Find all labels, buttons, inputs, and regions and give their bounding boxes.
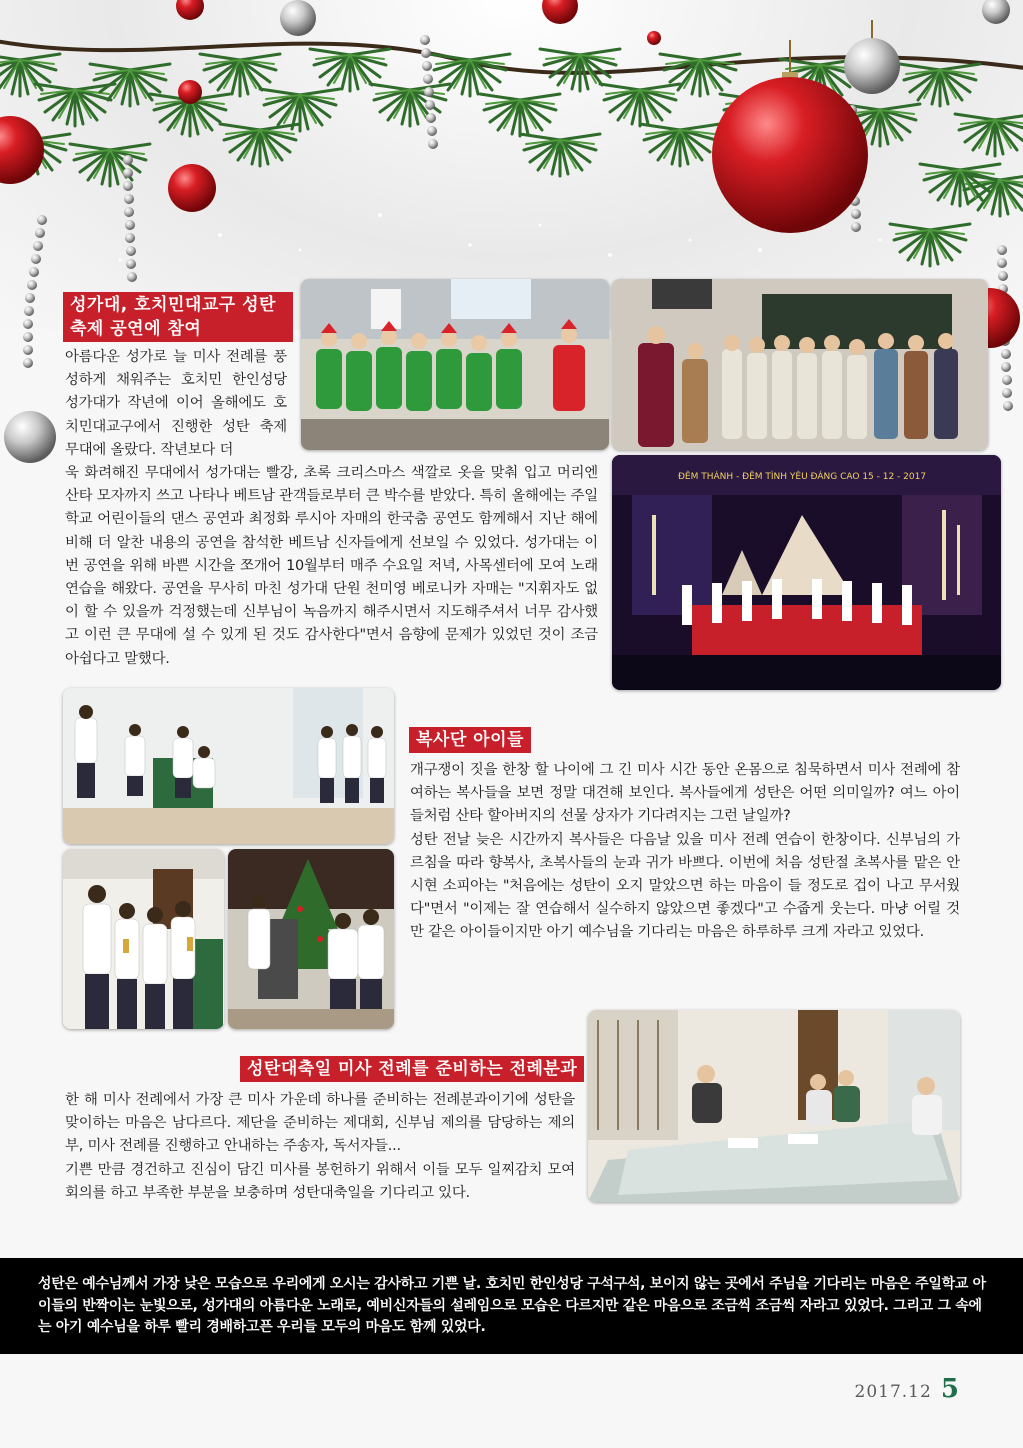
liturgy-heading: 성탄대축일 미사 전례를 준비하는 전례분과 [240, 1056, 584, 1082]
liturgy-paragraph-1: 한 해 미사 전례에서 가장 큰 미사 가운데 하나를 준비하는 전례분과이기에 성탄을 맞이하는 마음은 남다르다. 제단을 준비하는 제대회, 신부님 제의를 담당하는 제의부, 미사 전례를 진행하고 안내하는 주송자, 독서자들... [65, 1092, 575, 1155]
altar-servers-text [410, 759, 960, 945]
issue-date: 2017.12 [854, 1382, 932, 1402]
choir-paragraph-part-1: 아름다운 성가로 늘 미사 전례를 풍성하게 채워주는 호치민 한인성당 성가대가 작년에 이어 올해에도 호치민대교구에서 진행한 성탄 축제 무대에 올랐다. 작년보다 더 [65, 349, 287, 458]
liturgy-text [65, 1089, 575, 1205]
choir-section-heading [63, 292, 293, 342]
closing-message-text: 성탄은 예수님께서 가장 낮은 모습으로 우리에게 오시는 감사하고 기쁜 날. 호치민 한인성당 구석구석, 보이지 않는 곳에서 주님을 기다리는 마음은 주일학교 아이들의 반짝이는 눈빛으로, 성가대의 아름다운 노래로, 예비신자들의 설레임으로 모습은 다르지만 같은 마음으로 조금씩 조금씩 자라고 있었다. 그리고 그 속에는 아기 예수님을 하루 빨리 경배하고픈 우리들 모두의 마음도 함께 있었다. [38, 1276, 986, 1335]
page-folio [855, 1374, 960, 1404]
choir-text-wide [65, 462, 598, 671]
stage-performance-photo [612, 455, 1001, 690]
choir-group-photo [301, 279, 609, 450]
altar-servers-heading: 복사단 아이들 [409, 727, 531, 753]
altar-servers-christmas-tree-photo [228, 849, 394, 1029]
stage-banner-text: ĐÊM THÁNH - ĐÊM TÌNH YÊU ĐÁNG CAO 15 - 12 - 2017 [677, 472, 927, 482]
choir-text-narrow [65, 346, 287, 462]
liturgy-meeting-photo [588, 1010, 960, 1202]
choir-heading-line-2: 축제 공연에 참여 [70, 319, 202, 339]
page-number: 5 [940, 1374, 959, 1404]
altar-servers-paragraph-2: 성탄 전날 늦은 시간까지 복사들은 다음날 있을 미사 전례 연습이 한창이다. 신부님의 가르침을 따라 향복사, 초복사들의 눈과 귀가 바쁘다. 이번에 처음 성탄절 초복사를 맡은 안시현 소피아는 "처음에는 성탄이 오지 말았으면 하는 마음이 들 정도로 겁이 나고 무서웠다"면서 "이제는 잘 연습해서 실수하지 않았으면 좋겠다"고 수줍게 웃는다. 마냥 어릴 것만 같은 아이들이지만 아기 예수님을 기다리는 마음은 하루하루 크게 자라고 있었다. [410, 831, 960, 941]
altar-servers-paragraph-1: 개구쟁이 짓을 한창 할 나이에 그 긴 미사 시간 동안 온몸으로 침묵하면서 미사 전례에 참여하는 복사들을 보면 정말 대견해 보인다. 복사들에게 성탄은 어떤 의미일까? 여느 아이들처럼 산타 할아버지의 선물 상자가 기다려지는 그런 날일까? [410, 762, 960, 825]
nativity-play-photo [612, 279, 988, 450]
altar-servers-candles-photo [63, 849, 224, 1029]
choir-paragraph-part-2: 욱 화려해진 무대에서 성가대는 빨강, 초록 크리스마스 색깔로 옷을 맞춰 입고 머리엔 산타 모자까지 쓰고 나타나 베트남 관객들로부터 큰 박수를 받았다. 특히 올해에는 주일학교 어린이들의 댄스 공연과 최정화 루시아 자매의 한국춤 공연도 함께해서 지난 해에 비해 더 알찬 내용의 공연을 참석한 베트남 신자들에게 선보일 수 있었다. 성가대는 이번 공연을 위해 바쁜 시간을 쪼개어 10월부터 매주 수요일 저녁, 사목센터에 모여 노래 연습을 해왔다. 공연을 무사히 마친 성가대 단원 천미영 베로니카 자매는 "지휘자도 없이 할 수 있을까 걱정했는데 신부님이 녹음까지 해주시면서 지도해주셔서 너무 감사했고 이런 큰 무대에 설 수 있게 된 것도 감사한다"면서 음향에 문제가 있었던 것이 조금 아쉽다고 말했다. [65, 465, 598, 667]
altar-servers-practice-photo [63, 688, 394, 844]
choir-heading-line-1: 성가대, 호치민대교구 성탄 [70, 295, 276, 315]
liturgy-paragraph-2: 기쁜 만큼 경건하고 진심이 담긴 미사를 봉헌하기 위해서 이들 모두 일찌감치 모여 회의를 하고 부족한 부분을 보충하며 성탄대축일을 기다리고 있다. [65, 1161, 575, 1201]
closing-message-banner [0, 1258, 1023, 1354]
